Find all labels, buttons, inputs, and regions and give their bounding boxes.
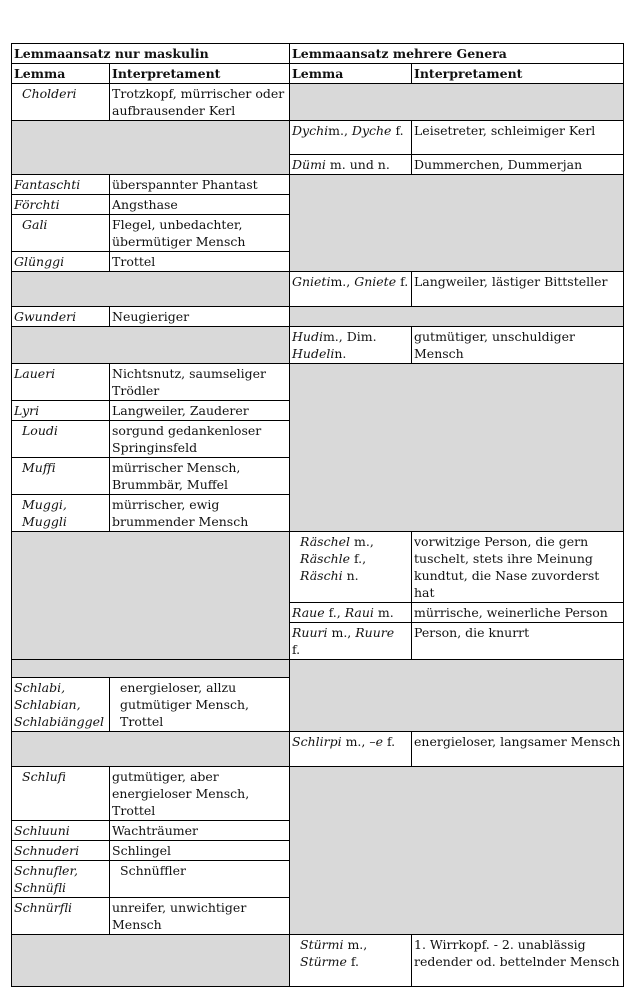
interpretament-cell: Nichtsnutz, saumseliger Trödler bbox=[110, 364, 290, 401]
interpretament-cell: Flegel, unbedachter, übermütiger Mensch bbox=[110, 215, 290, 252]
group-header-multiple-genera: Lemmaansatz mehrere Genera bbox=[290, 44, 624, 64]
interpretament-cell: Trottel bbox=[110, 252, 290, 272]
empty-cell bbox=[12, 327, 290, 364]
empty-cell bbox=[290, 84, 624, 121]
lemma-table bbox=[11, 43, 624, 987]
lemma-cell: Schnufler, Schnüfli bbox=[12, 861, 110, 898]
interpretament-cell: gutmütiger, unschuldiger Mensch bbox=[412, 327, 624, 364]
interpretament-cell: mürrischer, ewig brummender Mensch bbox=[110, 495, 290, 532]
lemma-cell: Loudi bbox=[12, 421, 110, 458]
lemma-cell: Lyri bbox=[12, 401, 110, 421]
empty-cell bbox=[12, 121, 290, 175]
interpretament-cell: mürrischer Mensch, Brummbär, Muffel bbox=[110, 458, 290, 495]
interpretament-cell: Person, die knurrt bbox=[412, 623, 624, 660]
lemma-cell: Hudim., Dim. Hudelin. bbox=[290, 327, 412, 364]
empty-cell bbox=[290, 767, 624, 935]
lemma-cell: Schlufi bbox=[12, 767, 110, 821]
column-header-interpretament-multi: Interpretament bbox=[412, 64, 624, 84]
lemma-cell: Gwunderi bbox=[12, 307, 110, 327]
lemma-cell: Schnürfli bbox=[12, 898, 110, 935]
interpretament-cell: Schlingel bbox=[110, 841, 290, 861]
column-header-lemma-multi: Lemma bbox=[290, 64, 412, 84]
lemma-cell: Schlabi, Schlabian, Schlabiänggel bbox=[12, 678, 110, 732]
empty-cell bbox=[290, 660, 624, 732]
empty-cell bbox=[12, 272, 290, 307]
empty-cell bbox=[290, 307, 624, 327]
interpretament-cell: energieloser, allzu gutmütiger Mensch, Trottel bbox=[110, 678, 290, 732]
lemma-cell: Förchti bbox=[12, 195, 110, 215]
interpretament-cell: energieloser, langsamer Mensch bbox=[412, 732, 624, 767]
lemma-cell: Gali bbox=[12, 215, 110, 252]
lemma-cell: Cholderi bbox=[12, 84, 110, 121]
lemma-cell: Glünggi bbox=[12, 252, 110, 272]
lemma-cell: Laueri bbox=[12, 364, 110, 401]
lemma-cell: Gnietim., Gniete f. bbox=[290, 272, 412, 307]
interpretament-cell: Trotzkopf, mürrischer oder aufbrausender Kerl bbox=[110, 84, 290, 121]
interpretament-cell: gutmütiger, aber energieloser Mensch, Trottel bbox=[110, 767, 290, 821]
lemma-cell: Muggi, Muggli bbox=[12, 495, 110, 532]
lemma-cell: Ruuri m., Ruure f. bbox=[290, 623, 412, 660]
interpretament-cell: Dummerchen, Dummerjan bbox=[412, 155, 624, 175]
column-header-lemma-m: Lemma bbox=[12, 64, 110, 84]
interpretament-cell: Langweiler, Zauderer bbox=[110, 401, 290, 421]
lemma-cell: Räschel m., Räschle f., Räschi n. bbox=[290, 532, 412, 603]
interpretament-cell: unreifer, unwichtiger Mensch bbox=[110, 898, 290, 935]
interpretament-cell: Angsthase bbox=[110, 195, 290, 215]
interpretament-cell: Neugieriger bbox=[110, 307, 290, 327]
empty-cell bbox=[290, 364, 624, 532]
empty-cell bbox=[12, 732, 290, 767]
interpretament-cell: Wachträumer bbox=[110, 821, 290, 841]
interpretament-cell: vorwitzige Person, die gern tuschelt, stets ihre Meinung kundtut, die Nase zuvorderst hat bbox=[412, 532, 624, 603]
empty-cell bbox=[290, 175, 624, 272]
interpretament-cell: Langweiler, lästiger Bittsteller bbox=[412, 272, 624, 307]
interpretament-cell: Leisetreter, schleimiger Kerl bbox=[412, 121, 624, 155]
interpretament-cell: Schnüffler bbox=[110, 861, 290, 898]
lemma-cell: Schlirpi m., –e f. bbox=[290, 732, 412, 767]
lemma-cell: Dümi m. und n. bbox=[290, 155, 412, 175]
interpretament-cell: überspannter Phantast bbox=[110, 175, 290, 195]
empty-cell bbox=[12, 935, 290, 987]
lemma-cell: Stürmi m., Stürme f. bbox=[290, 935, 412, 987]
lemma-cell: Dychim., Dyche f. bbox=[290, 121, 412, 155]
lemma-cell: Schluuni bbox=[12, 821, 110, 841]
empty-cell bbox=[12, 660, 290, 678]
group-header-masculine: Lemmaansatz nur maskulin bbox=[12, 44, 290, 64]
interpretament-cell: mürrische, weinerliche Person bbox=[412, 603, 624, 623]
lemma-cell: Raue f., Raui m. bbox=[290, 603, 412, 623]
interpretament-cell: sorgund gedankenloser Springinsfeld bbox=[110, 421, 290, 458]
interpretament-cell: 1. Wirrkopf. - 2. unablässig redender od. bettelnder Mensch bbox=[412, 935, 624, 987]
lemma-cell: Muffi bbox=[12, 458, 110, 495]
column-header-interpretament-m: Interpretament bbox=[110, 64, 290, 84]
empty-cell bbox=[12, 532, 290, 660]
lemma-cell: Schnuderi bbox=[12, 841, 110, 861]
lemma-cell: Fantaschti bbox=[12, 175, 110, 195]
